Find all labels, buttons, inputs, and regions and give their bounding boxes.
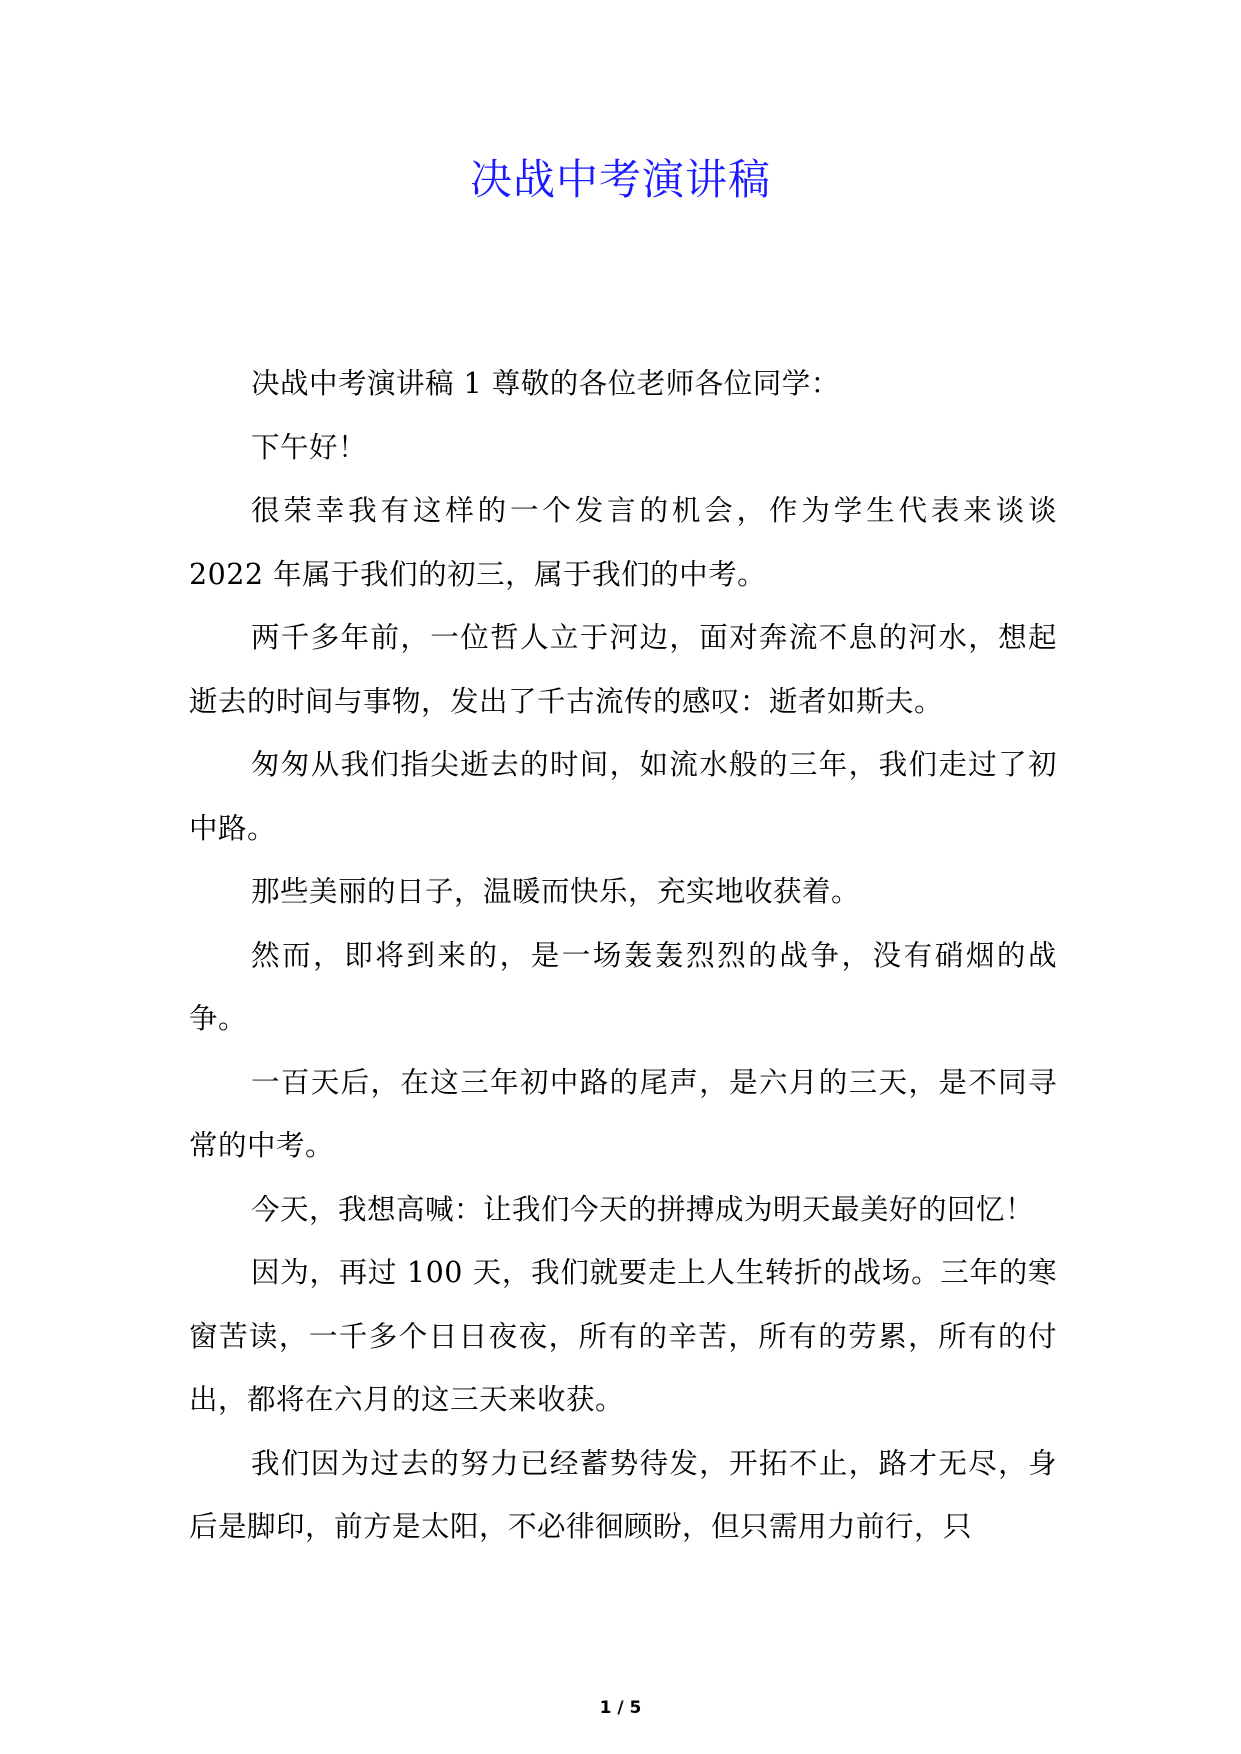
paragraph: 很荣幸我有这样的一个发言的机会，作为学生代表来谈谈 2022 年属于我们的初三，属于我们的中考。 xyxy=(189,494,1057,591)
document-title: 决战中考演讲稿 xyxy=(469,155,771,204)
paragraph: 今天，我想高喊：让我们今天的拼搏成为明天最美好的回忆！ xyxy=(251,1192,1035,1226)
paragraph: 我们因为过去的努力已经蓄势待发，开拓不止，路才无尽，身后是脚印，前方是太阳，不必徘徊顾盼，但只需用力前行，只 xyxy=(189,1446,1057,1543)
paragraph: 然而，即将到来的，是一场轰轰烈烈的战争，没有硝烟的战争。 xyxy=(189,938,1057,1035)
paragraph: 那些美丽的日子，温暖而快乐，充实地收获着。 xyxy=(251,875,861,908)
paragraph: 一百天后，在这三年初中路的尾声，是六月的三天，是不同寻常的中考。 xyxy=(189,1065,1057,1162)
paragraph: 两千多年前，一位哲人立于河边，面对奔流不息的河水，想起逝去的时间与事物，发出了千古流传的感叹：逝者如斯夫。 xyxy=(189,621,1057,718)
paragraph: 下午好！ xyxy=(251,430,368,464)
paragraph: 匆匆从我们指尖逝去的时间，如流水般的三年，我们走过了初中路。 xyxy=(189,748,1057,845)
paragraph: 因为，再过 100 天，我们就要走上人生转折的战场。三年的寒窗苦读，一千多个日日夜夜，所有的辛苦，所有的劳累，所有的付出，都将在六月的这三天来收获。 xyxy=(189,1256,1057,1416)
document-body xyxy=(189,352,1057,1559)
page-number: 1 / 5 xyxy=(599,1698,642,1718)
paragraph: 决战中考演讲稿 1 尊敬的各位老师各位同学： xyxy=(251,367,840,400)
